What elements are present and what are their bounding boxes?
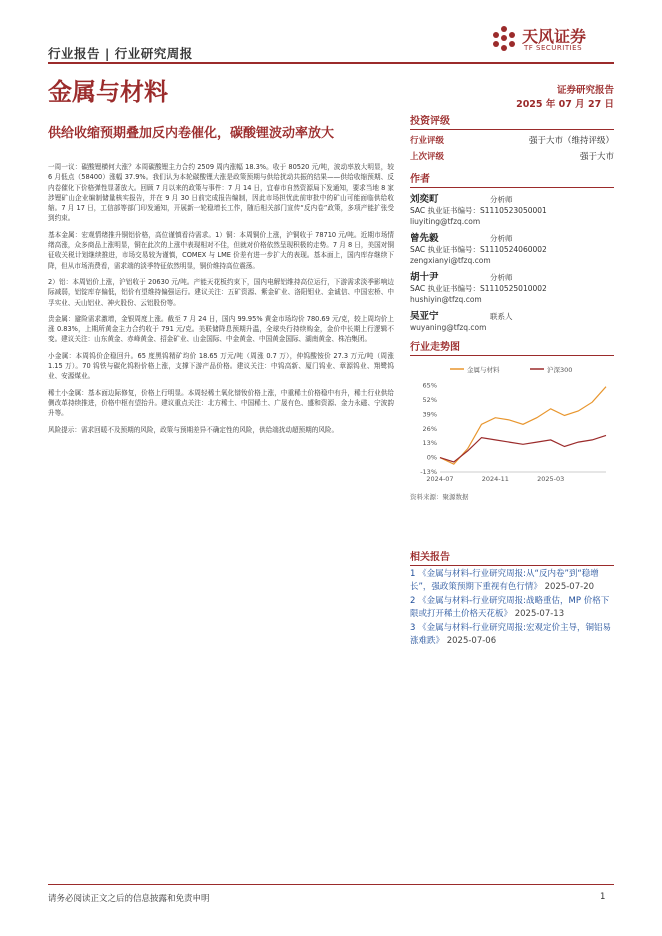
author-email[interactable]: zengxianyi@tfzq.com <box>410 256 491 265</box>
industry-rating-value: 强于大市（维持评级） <box>528 136 614 146</box>
series-line-hs300 <box>440 435 606 462</box>
author-entry: 刘奕町 分析师 SAC 执业证书编号：S1110523050001 liuyiting@tfzq.com <box>410 194 547 226</box>
y-tick-label: 65% <box>422 381 437 390</box>
x-tick-label: 2025-03 <box>537 475 565 483</box>
y-tick-label: 26% <box>422 424 437 433</box>
y-tick-label: 13% <box>422 439 437 448</box>
y-tick-label: 0% <box>426 453 437 462</box>
y-tick-label: 52% <box>422 395 437 404</box>
trend-box <box>410 338 614 501</box>
company-name-en: TF SECURITIES <box>524 44 583 52</box>
body-paragraph: 小金属：本周钨价企稳回升。65 度黑钨精矿均价 18.65 万元/吨（周涨 0.7 万），仲钨酸铵价 27.3 万元/吨（周涨 1.15 万）。70 钨铁与碳化钨粉价格上涨，支撑下游产品价格。建议关注：中钨高新、厦门钨业、章源钨业、翔鹭钨业、安源煤业。 <box>48 351 394 381</box>
body-paragraph: 贵金属：避险需求激增，金银周度上涨。截至 7 月 24 日，国内 99.95% 黄金市场均价 780.69 元/克，较上周均价上涨 0.83%，上期所黄金主力合约收于 791 元/克。美联储降息预期升温，全球央行持续购金，金价中长期上行逻辑不变。建议关注：山东黄金、赤峰黄金、招金矿业、山金国际、中金黄金、中国黄金国际、湖南黄金、株冶集团。 <box>48 314 394 344</box>
company-logo <box>490 22 620 58</box>
legend-hs300: 沪深300 <box>547 366 573 374</box>
report-type: 证券研究报告 <box>556 85 614 96</box>
x-tick-label: 2024-07 <box>426 475 454 483</box>
author-entry: 吴亚宁 联系人 wuyaning@tfzq.com <box>410 311 513 332</box>
rating-section-title: 投资评级 <box>410 112 614 130</box>
disclaimer-note: 请务必阅读正文之后的信息披露和免责申明 <box>48 894 210 904</box>
report-subtitle: 供给收缩预期叠加反内卷催化，碳酸锂波动率放大 <box>48 126 335 141</box>
body-paragraph: 一周一议：碳酸锂横何大涨？本周碳酸锂主力合约 2509 周内涨幅 18.3%。收于 80520 元/吨，波动率放大明显，较 6 月低点（58400）涨幅 37.9%。我们认为本轮碳酸锂大涨是政策预期与供给扰动共振的结果——供给收缩预期、反内卷催化下价格弹性显著放大。回顾 7 月以来的政策与事件：7 月 14 日，宜春市自然资源局下发通知，要求当地 8 家涉锂矿山企业编制储量核实报告，并在 9 月 30 日前完成报告编制，因此市场担忧此前审批中的矿山可能面临供给收缩。7 月 17 日，工信部等部门印发通知，开展新一轮稳增长工作，随后相关部门宣传“反内卷”政策，多项产能扩张受到约束。 <box>48 163 394 223</box>
related-box <box>410 548 614 647</box>
previous-rating-label: 上次评级 <box>410 152 445 162</box>
risk-warning: 风险提示：需求回暖不及预期的风险，政策与预期差异不确定性的风险，供给端扰动超预期的风险。 <box>48 425 339 434</box>
previous-rating-value: 强于大市 <box>579 152 614 162</box>
company-name-cn: 天风证券 <box>522 27 587 46</box>
x-tick-label: 2024-11 <box>481 475 509 483</box>
author-entry: 曾先毅 分析师 SAC 执业证书编号：S1110524060002 zengxianyi@tfzq.com <box>410 233 547 265</box>
y-tick-label: -13% <box>420 468 437 476</box>
report-body <box>48 162 394 441</box>
authors-box <box>410 170 614 333</box>
header-divider <box>48 62 614 64</box>
related-section-title: 相关报告 <box>410 548 614 566</box>
related-report-link[interactable]: 1 《金属与材料-行业研究周报:从“反内卷”到“稳增长”，强政策预期下重视有色行情》 2025-07-20 <box>410 569 599 592</box>
industry-rating-label: 行业评级 <box>410 136 445 146</box>
related-report-link[interactable]: 2 《金属与材料-行业研究周报:战略重估，MP 价格下限或打开稀土价格天花板》 2025-07-13 <box>410 596 610 619</box>
author-email[interactable]: hushiyin@tfzq.com <box>410 295 482 304</box>
author-email[interactable]: wuyaning@tfzq.com <box>410 323 487 332</box>
page-number: 1 <box>600 892 606 902</box>
author-email[interactable]: liuyiting@tfzq.com <box>410 217 481 226</box>
authors-section-title: 作者 <box>410 170 614 188</box>
body-paragraph: 2）铝：本周铝价上涨，沪铝收于 20630 元/吨。产能天花板约束下，国内电解铝维持高位运行，下游需求淡季影响边际减弱，铝锭库存偏低，铝价有望维持偏强运行。建议关注：五矿资源、紫金矿业、洛阳钼业、金诚信、中国宏桥、中孚实业、天山铝业、神火股份、云铝股份等。 <box>48 277 394 307</box>
body-paragraph: 稀土小金属：基本面边际修复，价格上行明显。本周轻稀土氧化镨钕价格上涨，中重稀土价格稳中有升，稀土行业供给侧改革持续推进，价格中枢有望抬升。建议重点关注：北方稀土、中国稀土、广晟有色、盛和资源、金力永磁、宁波韵升等。 <box>48 388 394 418</box>
author-entry: 胡十尹 分析师 SAC 执业证书编号：S1110525010002 hushiyin@tfzq.com <box>410 272 547 304</box>
footer-divider <box>48 884 614 885</box>
body-paragraph: 基本金属：宏观情绪推升铜铝价格，高位谨慎看待需求。1）铜：本周铜价上涨，沪铜收于 78710 元/吨。近期市场情绪高涨，众多商品上涨明显，铜在此次的上涨中表现相对不佳，但就对价格依然呈现积极的走势。7 月 8 日，美国对铜征收关税计划继续推进，市场交易较为谨慎，COMEX 与 LME 价差有进一步扩大的表现。基本面上，国内库存继续下降，但从市场消费看，需求端的淡季特征依然明显，铜价维持高位震荡。 <box>48 230 394 270</box>
trend-chart <box>410 360 614 490</box>
logo-mark-icon <box>490 24 518 56</box>
related-report-link[interactable]: 3 《金属与材料-行业研究周报:宏观定价主导，铜铝易涨难跌》 2025-07-06 <box>410 623 612 646</box>
rating-box <box>410 112 614 162</box>
page-title: 金属与材料 <box>48 78 168 106</box>
chart-source: 资料来源：聚源数据 <box>410 493 469 501</box>
y-tick-label: 39% <box>422 410 437 419</box>
trend-section-title: 行业走势图 <box>410 338 614 356</box>
legend-metals: 金属与材料 <box>467 366 500 374</box>
report-category: 行业报告 | 行业研究周报 <box>48 46 193 61</box>
report-date: 2025 年 07 月 27 日 <box>516 99 614 110</box>
